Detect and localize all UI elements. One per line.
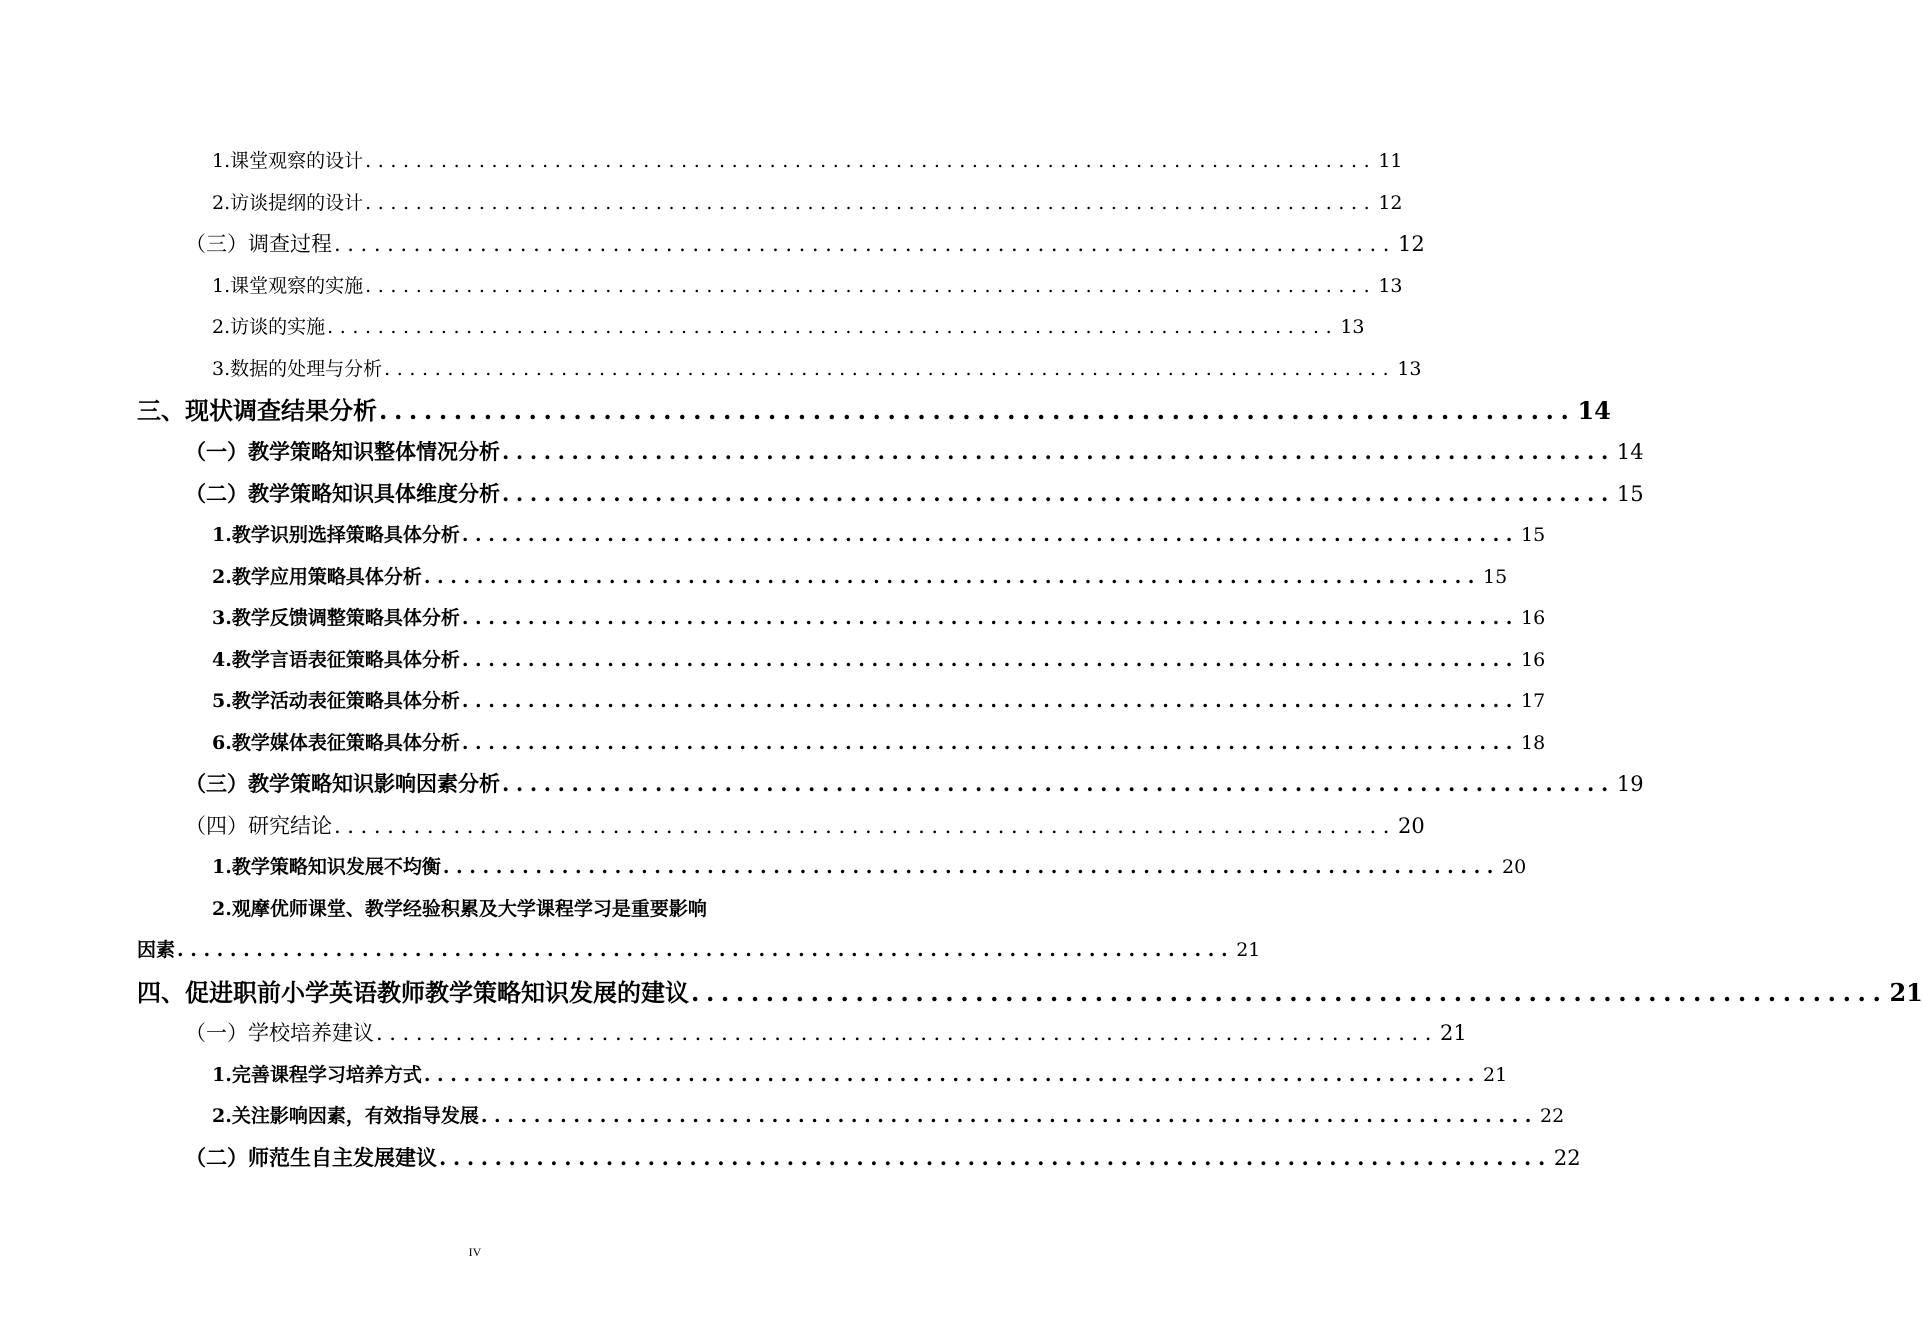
toc-entry-label: 3.教学反馈调整策略具体分析 <box>212 607 460 629</box>
toc-leader-dots: ................................................................................ <box>502 771 1615 796</box>
toc-entry-label: 2.教学应用策略具体分析 <box>212 566 422 588</box>
toc-entry[interactable] <box>137 391 1611 425</box>
toc-leader-dots: ................................................................................ <box>480 1105 1539 1127</box>
toc-entry-label: 1.完善课程学习培养方式 <box>212 1064 422 1086</box>
toc-entry-page: 14 <box>1616 440 1644 464</box>
toc-leader-dots: ................................................................................ <box>327 316 1339 338</box>
toc-entry[interactable] <box>185 436 1644 466</box>
toc-entry[interactable] <box>212 146 1403 174</box>
toc-entry-page: 21 <box>1889 978 1923 1007</box>
toc-entry-label: 1.教学策略知识发展不均衡 <box>212 856 441 878</box>
toc-leader-dots: ................................................................................ <box>177 939 1235 961</box>
toc-entry[interactable] <box>212 852 1527 880</box>
toc-leader-dots: ................................................................................ <box>379 396 1576 425</box>
page-number: IV <box>468 1245 482 1259</box>
toc-entry[interactable] <box>212 603 1546 631</box>
toc-entry[interactable] <box>212 188 1403 216</box>
toc-entry-page: 21 <box>1483 1064 1508 1086</box>
toc-entry[interactable] <box>185 1017 1467 1047</box>
toc-leader-dots: ................................................................................ <box>461 607 1520 629</box>
toc-entry-page: 16 <box>1521 649 1546 671</box>
toc-entry-label: 5.教学活动表征策略具体分析 <box>212 690 460 712</box>
toc-entry[interactable] <box>185 768 1644 798</box>
toc-entry-label: （三）教学策略知识影响因素分析 <box>185 771 500 796</box>
toc-entry-page: 15 <box>1616 482 1644 506</box>
toc-entry-page: 20 <box>1398 814 1425 838</box>
toc-leader-dots: ................................................................................ <box>365 275 1377 297</box>
toc-leader-dots: ................................................................................ <box>365 150 1377 172</box>
toc-entry-page: 19 <box>1616 772 1644 796</box>
toc-entry-label: （一）学校培养建议 <box>185 1021 374 1045</box>
toc-entry-page: 21 <box>1236 939 1261 961</box>
toc-entry-label: （二）师范生自主发展建议 <box>185 1145 437 1170</box>
toc-entry-label: 2.访谈的实施 <box>212 316 326 338</box>
toc-entry-page: 13 <box>1340 316 1365 338</box>
toc-entry-label: 1.课堂观察的设计 <box>212 150 364 172</box>
toc-entry-label: 1.教学识别选择策略具体分析 <box>212 524 460 546</box>
toc-entry-page: 12 <box>1398 232 1425 256</box>
toc-entry-label: 1.课堂观察的实施 <box>212 275 364 297</box>
toc-entry[interactable] <box>137 973 1923 1007</box>
toc-entry-label: （三）调查过程 <box>185 232 332 256</box>
toc-leader-dots: ................................................................................ <box>461 524 1520 546</box>
toc-entry[interactable] <box>212 728 1546 756</box>
toc-leader-dots: ................................................................................ <box>461 649 1520 671</box>
toc-leader-dots: ................................................................................ <box>439 1145 1552 1170</box>
toc-entry[interactable] <box>212 562 1508 590</box>
toc-leader-dots: ................................................................................ <box>334 814 1397 838</box>
toc-leader-dots: ................................................................................ <box>334 232 1397 256</box>
toc-entry-label: 4.教学言语表征策略具体分析 <box>212 649 460 671</box>
toc-entry-wrapped-line[interactable]: 2.观摩优师课堂、教学经验积累及大学课程学习是重要影响 <box>212 898 707 920</box>
toc-entry-page: 21 <box>1440 1021 1467 1045</box>
toc-leader-dots: ................................................................................ <box>461 690 1520 712</box>
toc-entry-label: （一）教学策略知识整体情况分析 <box>185 439 500 464</box>
toc-entry[interactable] <box>212 1101 1565 1129</box>
toc-entry-page: 13 <box>1397 358 1422 380</box>
toc-entry-label: 三、现状调查结果分析 <box>137 396 377 425</box>
toc-entry[interactable] <box>212 520 1546 548</box>
toc-entry[interactable] <box>212 1060 1508 1088</box>
toc-leader-dots: ................................................................................ <box>442 856 1501 878</box>
toc-entry-label: 2.访谈提纲的设计 <box>212 192 364 214</box>
toc-entry-page: 22 <box>1540 1105 1565 1127</box>
toc-entry[interactable] <box>185 810 1425 840</box>
toc-entry-page: 15 <box>1521 524 1546 546</box>
toc-entry[interactable] <box>137 935 1261 963</box>
toc-entry[interactable] <box>185 478 1644 508</box>
toc-leader-dots: ................................................................................ <box>691 978 1888 1007</box>
toc-entry[interactable] <box>185 228 1425 258</box>
toc-leader-dots: ................................................................................ <box>461 732 1520 754</box>
toc-entry-label: 因素 <box>137 939 176 961</box>
toc-entry[interactable] <box>212 271 1403 299</box>
toc-leader-dots: ................................................................................ <box>423 566 1482 588</box>
toc-entry[interactable] <box>212 354 1422 382</box>
toc-leader-dots: ................................................................................ <box>502 439 1615 464</box>
toc-entry[interactable] <box>212 686 1546 714</box>
toc-leader-dots: ................................................................................ <box>365 192 1377 214</box>
toc-entry-page: 17 <box>1521 690 1546 712</box>
toc-entry[interactable] <box>185 1142 1581 1172</box>
toc-entry-label: 2.关注影响因素，有效指导发展 <box>212 1105 479 1127</box>
toc-entry-label: 四、促进职前小学英语教师教学策略知识发展的建议 <box>137 978 689 1007</box>
toc-entry-label: （四）研究结论 <box>185 814 332 838</box>
toc-entry-page: 14 <box>1577 396 1611 425</box>
toc-entry[interactable] <box>212 312 1365 340</box>
toc-leader-dots: ................................................................................ <box>502 481 1615 506</box>
toc-entry-page: 12 <box>1378 192 1403 214</box>
toc-entry-page: 16 <box>1521 607 1546 629</box>
toc-entry-page: 11 <box>1378 150 1403 172</box>
toc-leader-dots: ................................................................................ <box>423 1064 1482 1086</box>
toc-entry[interactable] <box>212 645 1546 673</box>
toc-entry-page: 22 <box>1553 1146 1581 1170</box>
toc-entry-page: 20 <box>1502 856 1527 878</box>
toc-entry-label: （二）教学策略知识具体维度分析 <box>185 481 500 506</box>
toc-leader-dots: ................................................................................ <box>376 1021 1439 1045</box>
toc-entry-page: 13 <box>1378 275 1403 297</box>
toc-entry-page: 18 <box>1521 732 1546 754</box>
toc-entry-label: 6.教学媒体表征策略具体分析 <box>212 732 460 754</box>
toc-leader-dots: ................................................................................ <box>384 358 1396 380</box>
toc-entry-label: 3.数据的处理与分析 <box>212 358 383 380</box>
toc-entry-page: 15 <box>1483 566 1508 588</box>
